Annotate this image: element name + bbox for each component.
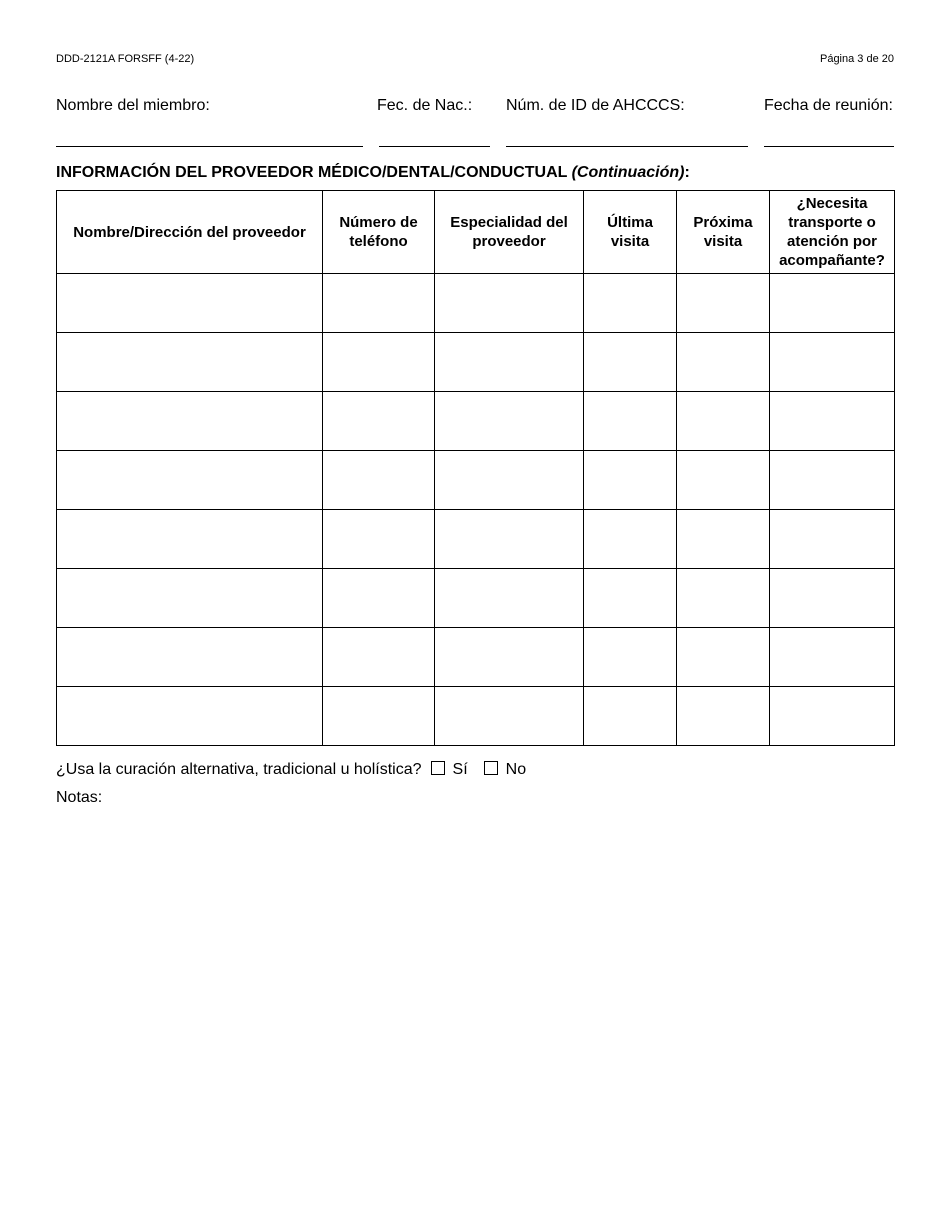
section-title-continuation: (Continuación) — [571, 164, 685, 181]
column-header-provider-name: Nombre/Dirección del proveedor — [57, 191, 323, 274]
table-cell[interactable] — [770, 569, 895, 628]
table-cell[interactable] — [323, 333, 435, 392]
form-id: DDD-2121A FORSFF (4-22) — [56, 53, 195, 65]
table-cell[interactable] — [57, 628, 323, 687]
table-cell[interactable] — [57, 274, 323, 333]
column-header-last-visit: Última visita — [584, 191, 677, 274]
table-cell[interactable] — [677, 569, 770, 628]
column-header-specialty: Especialidad del proveedor — [435, 191, 584, 274]
table-cell[interactable] — [584, 274, 677, 333]
table-cell[interactable] — [435, 510, 584, 569]
table-row — [57, 274, 895, 333]
table-cell[interactable] — [770, 687, 895, 746]
column-header-next-visit: Próxima visita — [677, 191, 770, 274]
table-header-row — [57, 191, 895, 274]
table-cell[interactable] — [57, 333, 323, 392]
dob-field[interactable] — [379, 146, 490, 147]
table-cell[interactable] — [677, 510, 770, 569]
table-cell[interactable] — [770, 510, 895, 569]
notes-label: Notas: — [56, 789, 103, 806]
meeting-date-label: Fecha de reunión: — [764, 97, 893, 114]
yes-label: Sí — [452, 761, 468, 778]
column-header-transport: ¿Necesita transporte o atención por acompañante? — [770, 191, 895, 274]
no-checkbox[interactable] — [484, 761, 498, 775]
table-cell[interactable] — [584, 687, 677, 746]
alternative-healing-question — [56, 761, 526, 779]
table-cell[interactable] — [435, 274, 584, 333]
table-row — [57, 392, 895, 451]
table-cell[interactable] — [323, 687, 435, 746]
table-cell[interactable] — [677, 274, 770, 333]
table-row — [57, 628, 895, 687]
page-number: Página 3 de 20 — [819, 53, 894, 65]
table-cell[interactable] — [323, 628, 435, 687]
section-title-colon: : — [684, 164, 690, 181]
member-name-label: Nombre del miembro: — [56, 97, 210, 114]
dob-label: Fec. de Nac.: — [377, 97, 473, 114]
table-cell[interactable] — [677, 628, 770, 687]
member-name-field[interactable] — [56, 146, 363, 147]
table-cell[interactable] — [57, 569, 323, 628]
table-row — [57, 451, 895, 510]
table-cell[interactable] — [435, 628, 584, 687]
table-cell[interactable] — [435, 333, 584, 392]
table-cell[interactable] — [584, 333, 677, 392]
no-label: No — [505, 761, 527, 778]
table-cell[interactable] — [677, 392, 770, 451]
table-cell[interactable] — [584, 569, 677, 628]
table-cell[interactable] — [323, 451, 435, 510]
table-cell[interactable] — [770, 274, 895, 333]
column-header-phone: Número de teléfono — [323, 191, 435, 274]
ahcccs-id-label: Núm. de ID de AHCCCS: — [506, 97, 685, 114]
table-cell[interactable] — [323, 510, 435, 569]
table-cell[interactable] — [770, 333, 895, 392]
provider-table — [56, 190, 895, 746]
yes-checkbox[interactable] — [431, 761, 445, 775]
table-cell[interactable] — [323, 274, 435, 333]
section-title-text: INFORMACIÓN DEL PROVEEDOR MÉDICO/DENTAL/CONDUCTUAL — [56, 164, 568, 181]
table-cell[interactable] — [677, 451, 770, 510]
table-row — [57, 569, 895, 628]
table-cell[interactable] — [584, 510, 677, 569]
table-cell[interactable] — [584, 392, 677, 451]
table-cell[interactable] — [435, 569, 584, 628]
table-cell[interactable] — [57, 687, 323, 746]
table-cell[interactable] — [770, 451, 895, 510]
table-cell[interactable] — [435, 687, 584, 746]
table-cell[interactable] — [435, 451, 584, 510]
alternative-healing-question-text: ¿Usa la curación alternativa, tradicional u holística? — [56, 761, 422, 778]
table-row — [57, 687, 895, 746]
ahcccs-id-field[interactable] — [506, 146, 748, 147]
table-cell[interactable] — [57, 510, 323, 569]
table-cell[interactable] — [677, 333, 770, 392]
table-row — [57, 510, 895, 569]
table-cell[interactable] — [57, 392, 323, 451]
table-cell[interactable] — [323, 569, 435, 628]
table-cell[interactable] — [323, 392, 435, 451]
table-cell[interactable] — [57, 451, 323, 510]
meeting-date-field[interactable] — [764, 146, 894, 147]
section-title — [56, 164, 690, 182]
table-cell[interactable] — [584, 451, 677, 510]
table-cell[interactable] — [435, 392, 584, 451]
table-cell[interactable] — [677, 687, 770, 746]
table-cell[interactable] — [584, 628, 677, 687]
table-row — [57, 333, 895, 392]
table-cell[interactable] — [770, 392, 895, 451]
table-cell[interactable] — [770, 628, 895, 687]
